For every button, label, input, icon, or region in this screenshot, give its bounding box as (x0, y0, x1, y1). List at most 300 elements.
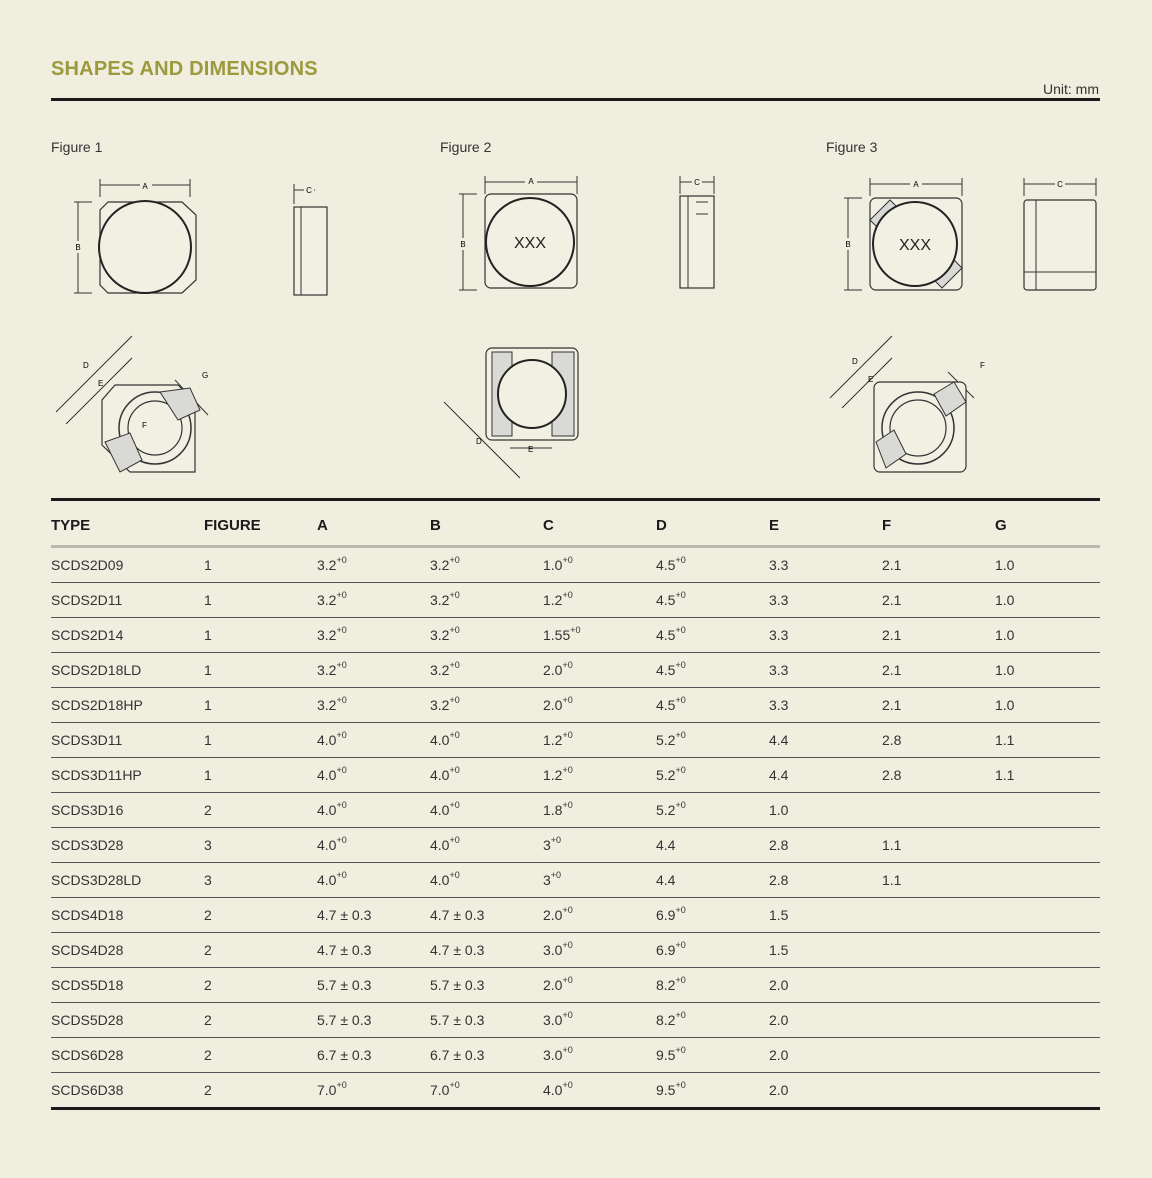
cell-d (650, 723, 763, 758)
cell-c (537, 548, 650, 583)
cell-value: 4.7 ± 0.3 (317, 942, 372, 958)
dim-a-label: A (142, 182, 148, 191)
figure-3-top-view (840, 172, 975, 297)
table-row (51, 828, 1100, 863)
cell-value: 3.0 (543, 1012, 563, 1028)
cell-value: 1 (204, 697, 212, 713)
dim-c-label: C (694, 178, 700, 187)
cell-f (876, 1073, 989, 1108)
dim-e-label: E (528, 445, 534, 454)
cell-g (989, 863, 1100, 898)
cell-value: 1 (204, 767, 212, 783)
dim-e-label: E (98, 379, 104, 388)
cell-value: SCDS3D11 (51, 732, 123, 748)
cell-value: 3.2 (430, 662, 450, 678)
cell-value: 5.2 (656, 802, 676, 818)
cell-value: 1 (204, 592, 212, 608)
cell-d (650, 828, 763, 863)
tolerance-superscript: +0 (562, 765, 573, 776)
cell-a (311, 863, 424, 898)
cell-b (424, 1038, 537, 1073)
cell-a (311, 653, 424, 688)
cell-figure (198, 723, 311, 758)
col-header-f: F (876, 501, 989, 548)
cell-c (537, 933, 650, 968)
dimensions-table (51, 501, 1100, 1108)
cell-value: 2.0 (769, 1082, 789, 1098)
cell-value: 3.2 (317, 557, 337, 573)
tolerance-superscript: +0 (562, 975, 573, 986)
tolerance-superscript: +0 (449, 835, 460, 846)
cell-figure (198, 793, 311, 828)
tolerance-superscript: +0 (449, 625, 460, 636)
cell-value: SCDS5D18 (51, 977, 124, 993)
cell-value: 2.1 (882, 557, 902, 573)
cell-b (424, 1073, 537, 1108)
cell-e (763, 723, 876, 758)
cell-value: 3 (543, 837, 551, 853)
cell-d (650, 688, 763, 723)
cell-value: 8.2 (656, 977, 676, 993)
cell-figure (198, 1073, 311, 1108)
table-row (51, 933, 1100, 968)
tolerance-superscript: +0 (449, 660, 460, 671)
cell-g (989, 933, 1100, 968)
tolerance-superscript: +0 (562, 800, 573, 811)
cell-e (763, 1073, 876, 1108)
cell-value: 2.8 (769, 837, 789, 853)
dim-b-label: B (460, 240, 466, 249)
cell-value: 1 (204, 627, 212, 643)
cell-value: 3.2 (430, 557, 450, 573)
cell-value: 2.1 (882, 662, 902, 678)
cell-value: 1.1 (882, 837, 902, 853)
cell-e (763, 618, 876, 653)
figure-1-label: Figure 1 (51, 139, 103, 155)
tolerance-superscript: +0 (336, 660, 347, 671)
cell-a (311, 723, 424, 758)
cell-type (51, 1038, 198, 1073)
dim-a-label: A (528, 177, 534, 186)
dim-a-label: A (913, 180, 919, 189)
cell-value: 1.1 (882, 872, 902, 888)
tolerance-superscript: +0 (562, 695, 573, 706)
cell-value: 1.1 (995, 732, 1015, 748)
cell-value: 5.2 (656, 767, 676, 783)
tolerance-superscript: +0 (562, 590, 573, 601)
cell-figure (198, 758, 311, 793)
cell-c (537, 688, 650, 723)
col-header-figure: FIGURE (198, 501, 311, 548)
marking-text: XXX (898, 237, 932, 254)
cell-b (424, 1003, 537, 1038)
cell-value: 4.0 (317, 837, 337, 853)
cell-e (763, 933, 876, 968)
cell-value: 5.7 ± 0.3 (317, 1012, 372, 1028)
col-header-d: D (650, 501, 763, 548)
cell-d (650, 1003, 763, 1038)
cell-d (650, 653, 763, 688)
cell-value: 4.0 (317, 732, 337, 748)
cell-value: SCDS6D28 (51, 1047, 124, 1063)
cell-value: 4.5 (656, 557, 676, 573)
cell-f (876, 758, 989, 793)
cell-f (876, 653, 989, 688)
tolerance-superscript: +0 (550, 870, 562, 881)
cell-value: 1.2 (543, 592, 563, 608)
cell-value: 2.8 (882, 732, 902, 748)
cell-c (537, 653, 650, 688)
tolerance-superscript: +0 (562, 1010, 573, 1021)
tolerance-superscript: +0 (562, 660, 573, 671)
cell-e (763, 548, 876, 583)
cell-f (876, 933, 989, 968)
tolerance-superscript: +0 (562, 1045, 573, 1056)
tolerance-superscript: +0 (675, 695, 686, 706)
table-row (51, 618, 1100, 653)
cell-value: SCDS4D18 (51, 907, 124, 923)
cell-value: 4.5 (656, 592, 676, 608)
cell-value: 3.0 (543, 942, 563, 958)
cell-e (763, 1003, 876, 1038)
cell-e (763, 758, 876, 793)
cell-value: 3 (204, 872, 212, 888)
table-row (51, 688, 1100, 723)
cell-value: 3.0 (543, 1047, 563, 1063)
unit-label: Unit: mm (1043, 81, 1099, 97)
cell-type (51, 793, 198, 828)
cell-type (51, 618, 198, 653)
cell-a (311, 618, 424, 653)
cell-value: 7.0 (430, 1082, 450, 1098)
cell-value: 4.0 (430, 802, 450, 818)
tolerance-superscript: +0 (562, 905, 573, 916)
cell-value: 2.0 (543, 662, 563, 678)
cell-c (537, 1003, 650, 1038)
tolerance-superscript: +0 (449, 730, 460, 741)
cell-value: 4.5 (656, 627, 676, 643)
tolerance-superscript: +0 (675, 975, 686, 986)
dim-g-label: G (202, 371, 209, 380)
col-header-type: TYPE (51, 501, 198, 548)
cell-a (311, 793, 424, 828)
cell-value: 3.2 (317, 592, 337, 608)
cell-type (51, 1003, 198, 1038)
cell-value: 4.0 (317, 872, 337, 888)
cell-value: 4.5 (656, 697, 676, 713)
cell-c (537, 758, 650, 793)
cell-f (876, 828, 989, 863)
tolerance-superscript: +0 (336, 625, 347, 636)
dim-c-label: C (1057, 180, 1063, 189)
cell-f (876, 618, 989, 653)
cell-value: 1.0 (769, 802, 789, 818)
tolerance-superscript: +0 (562, 730, 573, 741)
cell-figure (198, 618, 311, 653)
cell-d (650, 758, 763, 793)
cell-b (424, 653, 537, 688)
cell-figure (198, 583, 311, 618)
dim-f-label: F (142, 421, 147, 430)
table-row (51, 583, 1100, 618)
cell-value: 2.0 (769, 977, 789, 993)
cell-value: 3.2 (317, 662, 337, 678)
table-row (51, 1038, 1100, 1073)
cell-g (989, 758, 1100, 793)
cell-value: 4.5 (656, 662, 676, 678)
cell-f (876, 793, 989, 828)
col-header-a: A (311, 501, 424, 548)
cell-f (876, 723, 989, 758)
cell-value: 2 (204, 942, 212, 958)
cell-value: 2.0 (543, 977, 563, 993)
cell-e (763, 653, 876, 688)
cell-value: SCDS6D38 (51, 1082, 124, 1098)
cell-a (311, 933, 424, 968)
cell-value: 1 (204, 557, 212, 573)
cell-value: SCDS5D28 (51, 1012, 124, 1028)
cell-figure (198, 548, 311, 583)
cell-b (424, 933, 537, 968)
cell-value: 4.7 ± 0.3 (430, 942, 485, 958)
cell-value: SCDS3D11HP (51, 767, 142, 783)
tolerance-superscript: +0 (336, 1080, 347, 1091)
tolerance-superscript: +0 (675, 800, 686, 811)
cell-value: 6.7 ± 0.3 (317, 1047, 372, 1063)
cell-figure (198, 968, 311, 1003)
cell-c (537, 1073, 650, 1108)
cell-type (51, 968, 198, 1003)
cell-value: 3.3 (769, 557, 789, 573)
cell-value: 2 (204, 1012, 212, 1028)
cell-value: 4.0 (430, 872, 450, 888)
cell-f (876, 898, 989, 933)
tolerance-superscript: +0 (562, 1080, 573, 1091)
tolerance-superscript: +0 (336, 765, 347, 776)
cell-value: 4.0 (430, 837, 450, 853)
dim-e-label: E (868, 375, 874, 384)
tolerance-superscript: +0 (336, 730, 347, 741)
tolerance-superscript: +0 (336, 870, 347, 881)
figure-1-bottom-view (50, 330, 220, 480)
cell-value: 4.4 (769, 767, 789, 783)
cell-f (876, 863, 989, 898)
cell-d (650, 548, 763, 583)
cell-e (763, 793, 876, 828)
cell-value: 1 (204, 732, 212, 748)
cell-value: SCDS3D28 (51, 837, 124, 853)
cell-value: 2.0 (543, 697, 563, 713)
cell-value: 4.0 (317, 767, 337, 783)
cell-e (763, 688, 876, 723)
header-rule (51, 98, 1100, 101)
cell-value: 6.9 (656, 942, 676, 958)
table-header-row (51, 501, 1100, 548)
dim-c-label: C (306, 186, 312, 195)
cell-type (51, 933, 198, 968)
cell-d (650, 933, 763, 968)
figure-2-bottom-view (440, 340, 590, 480)
tolerance-superscript: +0 (449, 870, 460, 881)
dim-d-label: D (83, 361, 89, 370)
cell-value: 1.2 (543, 732, 563, 748)
cell-value: 5.7 ± 0.3 (430, 977, 485, 993)
cell-value: 8.2 (656, 1012, 676, 1028)
cell-d (650, 583, 763, 618)
cell-a (311, 583, 424, 618)
cell-value: 1.1 (995, 767, 1015, 783)
cell-b (424, 863, 537, 898)
cell-value: SCDS3D28LD (51, 872, 142, 888)
cell-value: 4.4 (656, 872, 676, 888)
table-row (51, 793, 1100, 828)
table-row (51, 1003, 1100, 1038)
cell-a (311, 828, 424, 863)
cell-b (424, 618, 537, 653)
cell-value: 3.2 (430, 592, 450, 608)
cell-b (424, 548, 537, 583)
cell-g (989, 618, 1100, 653)
cell-value: 1.5 (769, 942, 789, 958)
figure-2-top-view (455, 172, 590, 297)
cell-d (650, 618, 763, 653)
cell-value: 4.7 ± 0.3 (317, 907, 372, 923)
tolerance-superscript: +0 (336, 590, 347, 601)
dim-d-label: D (476, 437, 482, 446)
cell-figure (198, 653, 311, 688)
cell-c (537, 898, 650, 933)
cell-e (763, 863, 876, 898)
cell-value: 4.0 (430, 767, 450, 783)
cell-c (537, 828, 650, 863)
cell-value: 3.3 (769, 697, 789, 713)
cell-value: 4.7 ± 0.3 (430, 907, 485, 923)
cell-value: 1.0 (995, 592, 1015, 608)
cell-value: 6.7 ± 0.3 (430, 1047, 485, 1063)
cell-c (537, 1038, 650, 1073)
table-row (51, 653, 1100, 688)
table-row (51, 758, 1100, 793)
figure-3-side-view (1018, 172, 1103, 297)
cell-value: 4.4 (769, 732, 789, 748)
tolerance-superscript: +0 (336, 695, 347, 706)
cell-value: 1.0 (995, 662, 1015, 678)
cell-value: 2 (204, 907, 212, 923)
cell-value: 2.0 (769, 1012, 789, 1028)
cell-value: 1.0 (995, 627, 1015, 643)
col-header-b: B (424, 501, 537, 548)
tolerance-superscript: +0 (449, 765, 460, 776)
cell-value: 2.1 (882, 697, 902, 713)
cell-g (989, 968, 1100, 1003)
cell-value: 3.2 (317, 627, 337, 643)
cell-value: 4.0 (317, 802, 337, 818)
tolerance-superscript: +0 (675, 625, 686, 636)
cell-c (537, 618, 650, 653)
cell-value: 6.9 (656, 907, 676, 923)
tolerance-superscript: +0 (336, 835, 347, 846)
tolerance-superscript: +0 (449, 800, 460, 811)
cell-value: SCDS2D09 (51, 557, 124, 573)
cell-a (311, 548, 424, 583)
cell-c (537, 723, 650, 758)
cell-b (424, 793, 537, 828)
cell-value: 2.0 (769, 1047, 789, 1063)
cell-g (989, 653, 1100, 688)
dim-f-label: F (980, 361, 985, 370)
cell-g (989, 828, 1100, 863)
cell-c (537, 793, 650, 828)
cell-figure (198, 1003, 311, 1038)
tolerance-superscript: +0 (675, 1010, 686, 1021)
cell-c (537, 583, 650, 618)
tolerance-superscript: +0 (675, 905, 686, 916)
cell-e (763, 968, 876, 1003)
cell-g (989, 1003, 1100, 1038)
cell-value: 1.0 (995, 557, 1015, 573)
cell-a (311, 968, 424, 1003)
cell-e (763, 898, 876, 933)
cell-value: 2.8 (882, 767, 902, 783)
cell-figure (198, 828, 311, 863)
cell-g (989, 688, 1100, 723)
dim-b-label: B (845, 240, 851, 249)
cell-f (876, 548, 989, 583)
cell-value: 3.3 (769, 662, 789, 678)
tolerance-superscript: +0 (675, 765, 686, 776)
cell-value: 2.1 (882, 592, 902, 608)
cell-type (51, 863, 198, 898)
figure-2-label: Figure 2 (440, 139, 492, 155)
cell-value: 9.5 (656, 1047, 676, 1063)
figure-2-side-view (674, 172, 724, 292)
cell-value: 7.0 (317, 1082, 337, 1098)
cell-figure (198, 898, 311, 933)
table-row (51, 1073, 1100, 1108)
cell-d (650, 793, 763, 828)
cell-g (989, 583, 1100, 618)
tolerance-superscript: +0 (570, 625, 581, 636)
cell-type (51, 688, 198, 723)
tolerance-superscript: +0 (449, 555, 460, 566)
table-bottom-rule (51, 1107, 1100, 1110)
cell-g (989, 1073, 1100, 1108)
cell-b (424, 758, 537, 793)
cell-e (763, 828, 876, 863)
cell-value: 2.0 (543, 907, 563, 923)
cell-type (51, 583, 198, 618)
table-row (51, 723, 1100, 758)
cell-a (311, 758, 424, 793)
cell-b (424, 968, 537, 1003)
cell-type (51, 723, 198, 758)
cell-value: 1 (204, 662, 212, 678)
tolerance-superscript: +0 (675, 940, 686, 951)
cell-type (51, 898, 198, 933)
cell-value: 3 (204, 837, 212, 853)
cell-value: 4.4 (656, 837, 676, 853)
table-row (51, 548, 1100, 583)
cell-type (51, 758, 198, 793)
cell-c (537, 968, 650, 1003)
cell-value: 3.2 (430, 697, 450, 713)
col-header-c: C (537, 501, 650, 548)
cell-value: 2.8 (769, 872, 789, 888)
cell-value: 4.0 (543, 1082, 563, 1098)
cell-figure (198, 933, 311, 968)
cell-d (650, 1038, 763, 1073)
cell-value: SCDS2D11 (51, 592, 123, 608)
